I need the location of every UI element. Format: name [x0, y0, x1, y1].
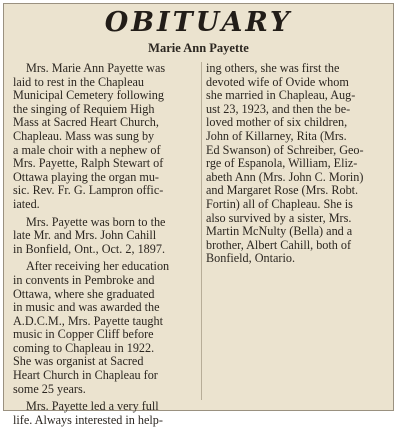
article-line: Ottawa, where she graduated [13, 286, 155, 301]
article-line: laid to rest in the Chapleau [13, 74, 144, 89]
article-line: Heart Church in Chapleau for [13, 368, 158, 383]
article-line: Mrs. Marie Ann Payette was [26, 61, 166, 75]
article-line: Martin McNulty (Bella) and a [206, 224, 353, 239]
article-line: Ottawa playing the organ mu- [13, 169, 159, 184]
article-column-right [206, 62, 386, 266]
article-line: Ed Swanson) of Schreiber, Geo- [206, 142, 364, 157]
article-line: music in Copper Cliff before [13, 327, 154, 342]
article-line: brother, Albert Cahill, both of [206, 237, 352, 252]
article-line: A.D.C.M., Mrs. Payette taught [13, 313, 163, 328]
article-line: and Margaret Rose (Mrs. Robt. [206, 183, 359, 198]
article-line: Bonfield, Ontario. [206, 251, 296, 266]
article-line: some 25 years. [13, 381, 86, 396]
article-line: sic. Rev. Fr. G. Lampron offic- [13, 183, 164, 198]
article-line: in convents in Pembroke and [13, 272, 155, 287]
article-line: rge of Espanola, William, Eliz- [206, 156, 358, 171]
article-line: Mrs. Payette, Ralph Stewart of [13, 156, 164, 171]
article-line: Municipal Cemetery following [13, 88, 164, 103]
article-line: abeth Ann (Mrs. John C. Morin) [206, 169, 364, 184]
headline: OBITUARY [104, 7, 293, 38]
article-column-left [13, 62, 199, 427]
article-line: She was organist at Sacred [13, 354, 144, 369]
article-line: ing others, she was first the [206, 61, 340, 75]
article-line: After receiving her education [26, 259, 170, 274]
article-line: devoted wife of Ovide whom [206, 74, 349, 89]
column-divider [201, 62, 202, 400]
article-line: Chapleau. Mass was sung by [13, 128, 155, 143]
article-line: in music and was awarded the [13, 300, 160, 315]
article-line: Mrs. Payette was born to the [26, 214, 166, 229]
article-line: a male choir with a nephew of [13, 142, 161, 157]
article-line: in Bonfield, Ont., Oct. 2, 1897. [13, 241, 165, 256]
article-line: loved mother of six children, [206, 115, 348, 130]
article-line: the singing of Requiem High [13, 101, 155, 116]
article-line: coming to Chapleau in 1922. [13, 340, 155, 355]
article-line: Mass at Sacred Heart Church, [13, 115, 159, 130]
newspaper-clipping [3, 3, 394, 427]
subhead-name: Marie Ann Payette [148, 41, 249, 55]
article-line: also survived by a sister, Mrs. [206, 210, 352, 225]
article-line: John of Killarney, Rita (Mrs. [206, 128, 347, 143]
article-line: she married in Chapleau, Aug- [206, 88, 356, 103]
article-line: iated. [13, 196, 40, 211]
article-line: Mrs. Payette led a very full [26, 399, 159, 414]
article-line: Fortin) all of Chapleau. She is [206, 196, 353, 211]
article-line: ust 23, 1923, and then the be- [206, 101, 351, 116]
article-line: late Mr. and Mrs. John Cahill [13, 228, 157, 243]
article-line: life. Always interested in help- [13, 412, 163, 427]
